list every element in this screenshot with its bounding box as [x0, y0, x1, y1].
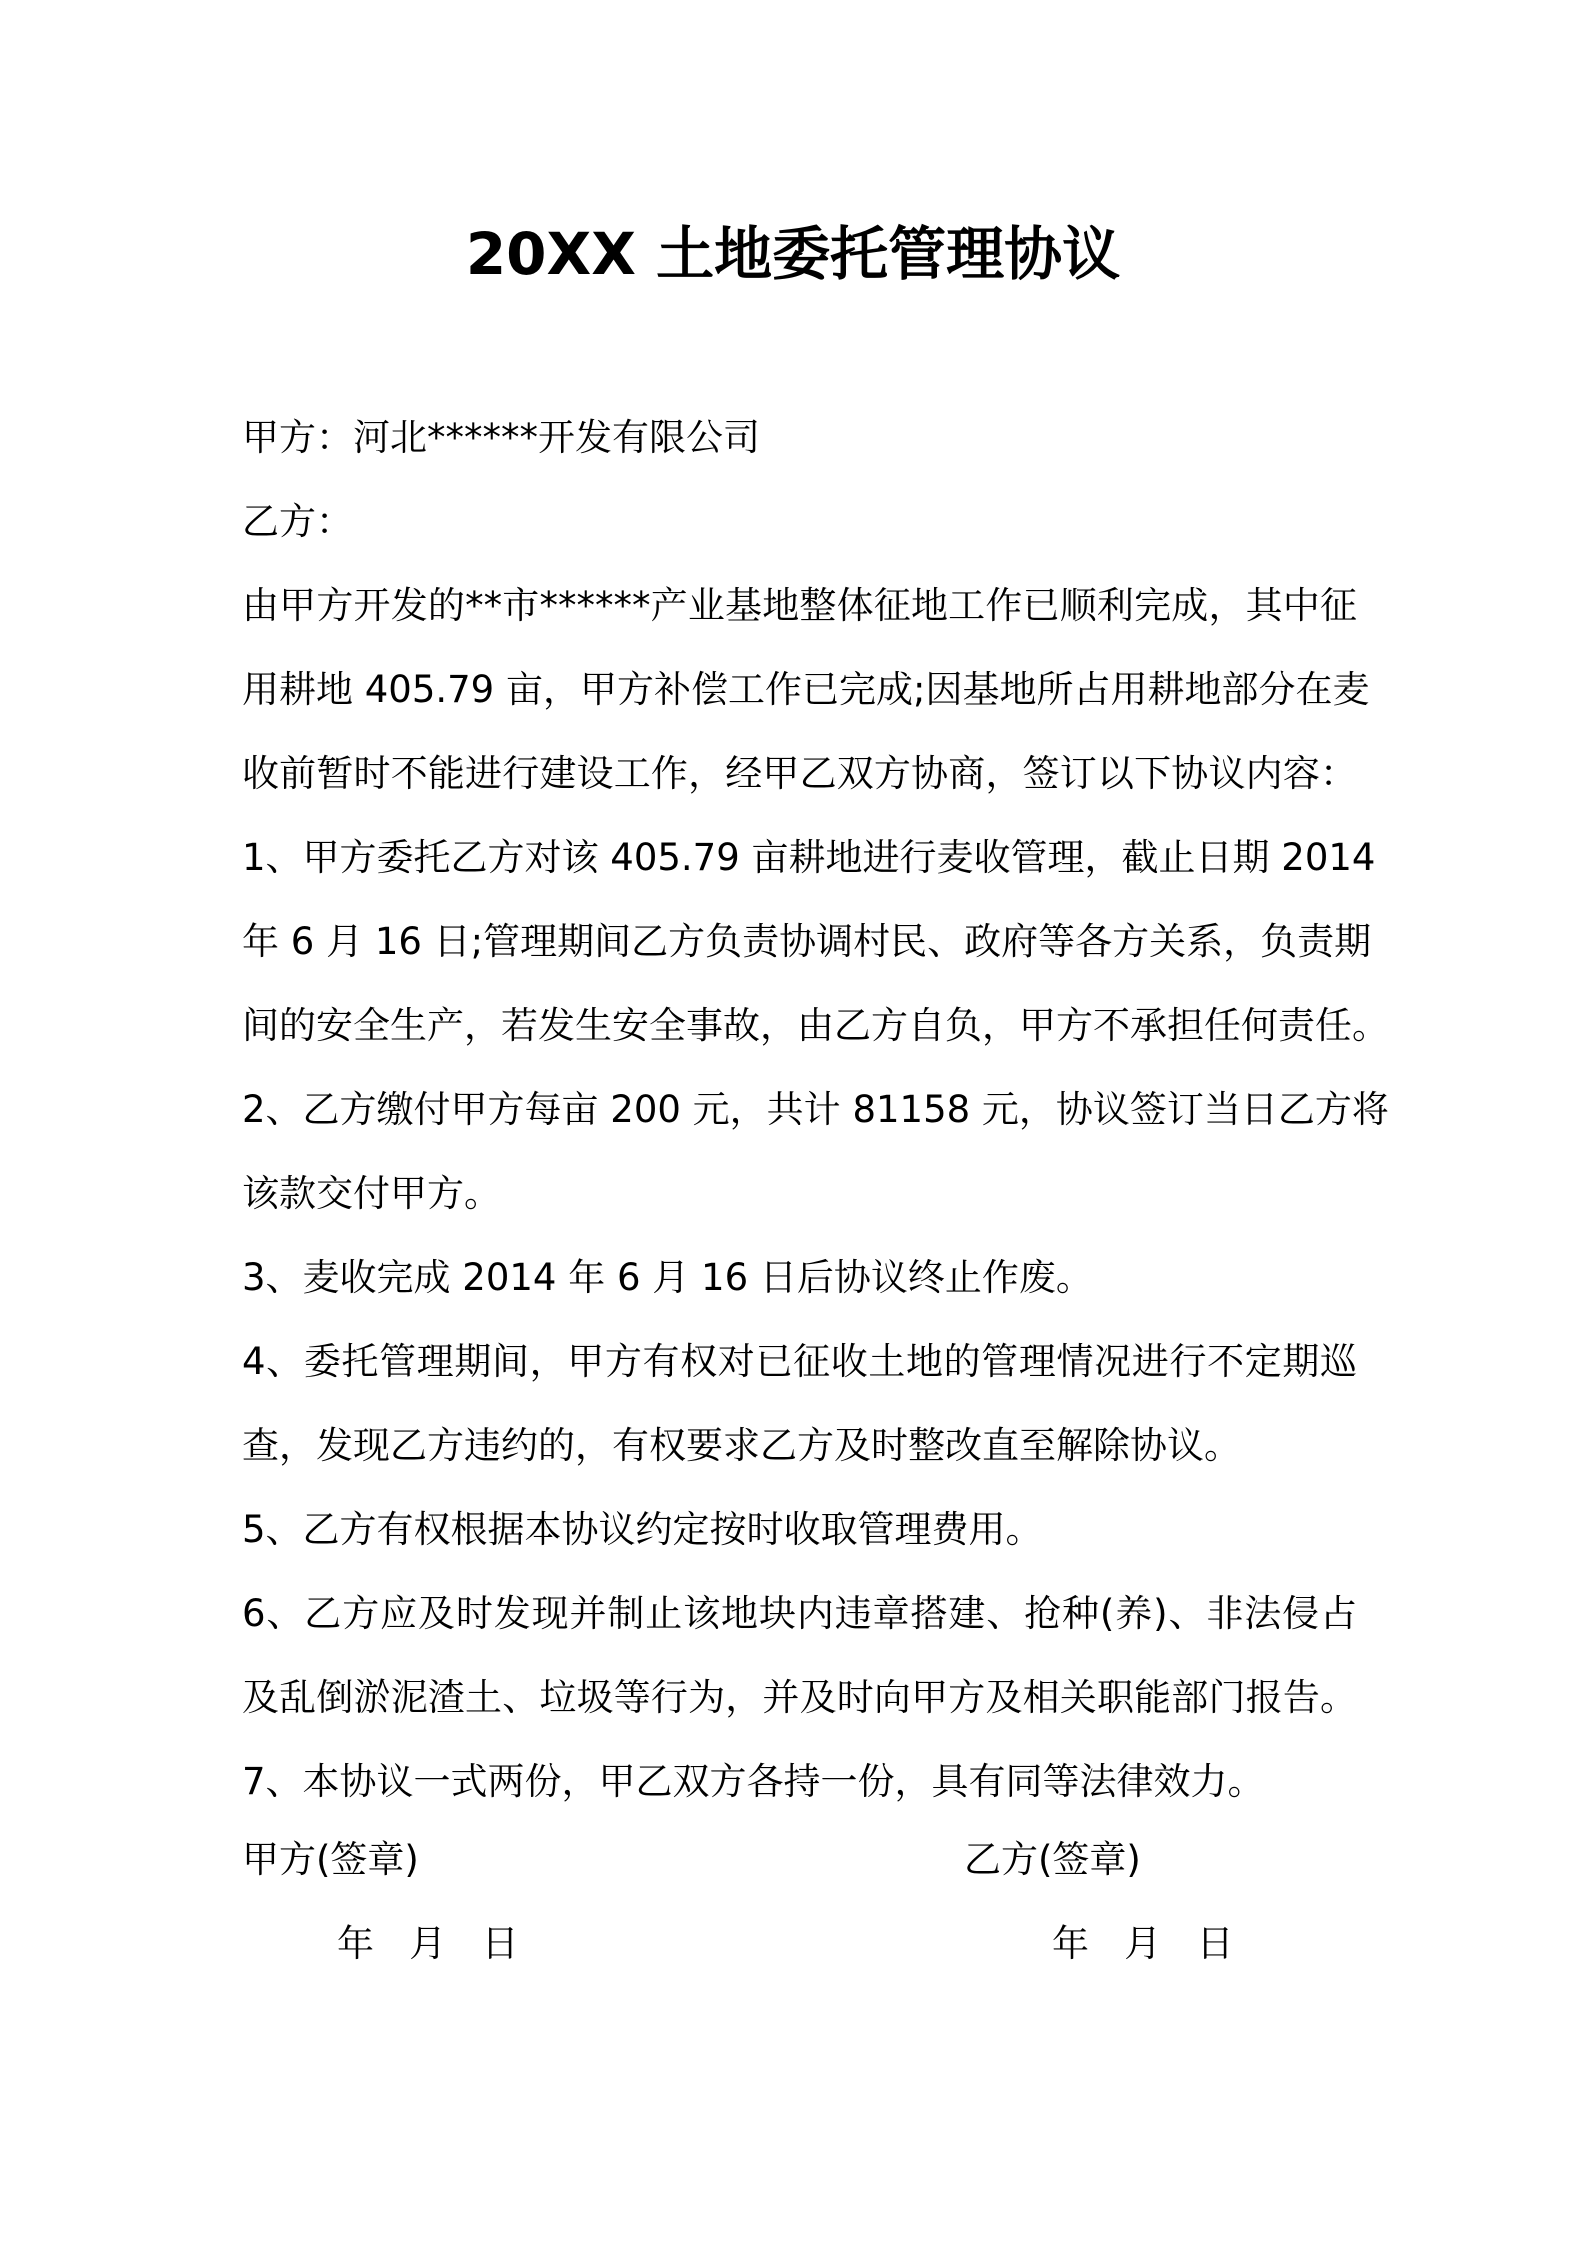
party-a-line: 甲方：河北******开发有限公司 — [242, 416, 760, 459]
clause-6-line: 6、乙方应及时发现并制止该地块内违章搭建、抢种(养)、非法侵占 — [242, 1592, 1357, 1635]
document-body — [242, 396, 1389, 1824]
paragraph-line: 收前暂时不能进行建设工作，经甲乙双方协商，签订以下协议内容： — [242, 752, 1357, 795]
party-b-signature-label: 乙方(签章) — [964, 1838, 1141, 1881]
clause-4-line: 查，发现乙方违约的，有权要求乙方及时整改直至解除协议。 — [242, 1424, 1241, 1467]
clause-2-line: 该款交付甲方。 — [242, 1172, 501, 1215]
clause-1-line: 间的安全生产，若发生安全事故，由乙方自负，甲方不承担任何责任。 — [242, 1004, 1389, 1047]
party-b-line: 乙方： — [242, 500, 353, 543]
signature-row — [242, 1818, 1357, 1902]
clause-7-line: 7、本协议一式两份，甲乙双方各持一份，具有同等法律效力。 — [242, 1760, 1265, 1803]
clause-5-line: 5、乙方有权根据本协议约定按时收取管理费用。 — [242, 1508, 1043, 1551]
clause-2-line: 2、乙方缴付甲方每亩 200 元，共计 81158 元，协议签订当日乙方将 — [242, 1088, 1389, 1131]
signature-date-row — [242, 1902, 1357, 1986]
party-b-date: 年 月 日 — [1052, 1922, 1234, 1965]
document-title: 20XX 土地委托管理协议 — [465, 220, 1121, 288]
paragraph-line: 用耕地 405.79 亩，甲方补偿工作已完成;因基地所占用耕地部分在麦 — [242, 668, 1370, 711]
clause-1-line: 年 6 月 16 日;管理期间乙方负责协调村民、政府等各方关系，负责期 — [242, 920, 1372, 963]
clause-1-line: 1、甲方委托乙方对该 405.79 亩耕地进行麦收管理，截止日期 2014 — [242, 836, 1376, 879]
paragraph-line: 由甲方开发的**市******产业基地整体征地工作已顺利完成，其中征 — [242, 584, 1357, 627]
clause-4-line: 4、委托管理期间，甲方有权对已征收土地的管理情况进行不定期巡 — [242, 1340, 1357, 1383]
clause-3-line: 3、麦收完成 2014 年 6 月 16 日后协议终止作废。 — [242, 1256, 1093, 1299]
party-a-signature-label: 甲方(签章) — [242, 1838, 419, 1881]
party-a-date: 年 月 日 — [337, 1922, 519, 1965]
clause-6-line: 及乱倒淤泥渣土、垃圾等行为，并及时向甲方及相关职能部门报告。 — [242, 1676, 1357, 1719]
